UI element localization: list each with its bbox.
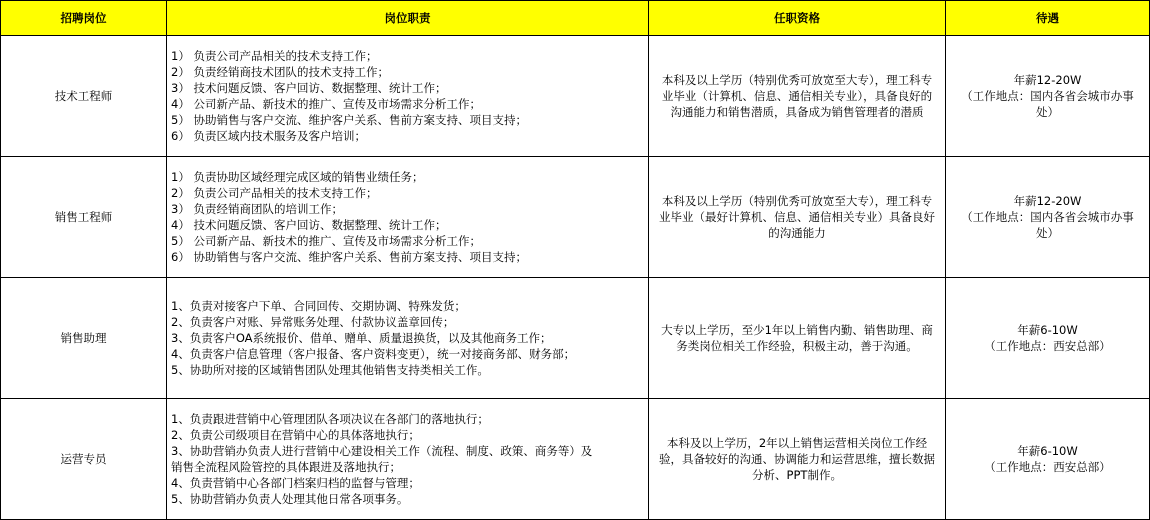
salary-cell — [946, 399, 1150, 520]
duty-line: 2） 负责经销商技术团队的技术支持工作； — [171, 65, 389, 79]
salary-value: 年薪6-10W — [1017, 444, 1078, 458]
header-salary: 待遇 — [946, 1, 1150, 36]
duty-line: 4） 技术问题反馈、客户回访、数据整理、统计工作； — [171, 218, 447, 232]
duty-line: 2、负责公司级项目在营销中心的具体落地执行； — [171, 428, 420, 442]
duty-line: 4） 公司新产品、新技术的推广、宣传及市场需求分析工作； — [171, 97, 481, 111]
position-cell: 销售助理 — [1, 278, 167, 399]
duty-line: 1、负责跟进营销中心管理团队各项决议在各部门的落地执行； — [171, 412, 489, 426]
salary-cell — [946, 278, 1150, 399]
duty-line: 2） 负责公司产品相关的技术支持工作； — [171, 186, 378, 200]
qualifications-cell: 本科及以上学历（特别优秀可放宽至大专），理工科专业毕业（最好计算机、信息、通信相关专业）具备良好的沟通能力 — [649, 157, 946, 278]
salary-value: 年薪6-10W — [1017, 323, 1078, 337]
qualifications-cell: 本科及以上学历，2年以上销售运营相关岗位工作经验，具备较好的沟通、协调能力和运营思维，擅长数据分析、PPT制作。 — [649, 399, 946, 520]
duty-line: 5） 协助销售与客户交流、维护客户关系、售前方案支持、项目支持； — [171, 113, 527, 127]
duties-cell — [167, 157, 649, 278]
duty-line: 1） 负责公司产品相关的技术支持工作； — [171, 49, 378, 63]
position-cell: 技术工程师 — [1, 36, 167, 157]
salary-cell — [946, 157, 1150, 278]
position-cell: 销售工程师 — [1, 157, 167, 278]
qualifications-cell: 本科及以上学历（特别优秀可放宽至大专），理工科专业毕业（计算机、信息、通信相关专业），具备良好的沟通能力和销售潜质，具备成为销售管理者的潜质 — [649, 36, 946, 157]
table-row — [1, 278, 1150, 399]
header-position: 招聘岗位 — [1, 1, 167, 36]
work-location: （工作地点：国内各省会城市办事处） — [961, 89, 1134, 119]
salary-value: 年薪12-20W — [1013, 73, 1082, 87]
duty-line: 3） 技术问题反馈、客户回访、数据整理、统计工作； — [171, 81, 447, 95]
position-cell: 运营专员 — [1, 399, 167, 520]
duty-line: 5、协助所对接的区域销售团队处理其他销售支持类相关工作。 — [171, 363, 489, 377]
work-location: （工作地点：西安总部） — [984, 460, 1111, 474]
salary-cell — [946, 36, 1150, 157]
header-row — [1, 1, 1150, 36]
table-row — [1, 399, 1150, 520]
duties-cell — [167, 278, 649, 399]
work-location: （工作地点：国内各省会城市办事处） — [961, 210, 1134, 240]
qualifications-cell: 大专以上学历，至少1年以上销售内勤、销售助理、商务类岗位相关工作经验，积极主动，善于沟通。 — [649, 278, 946, 399]
duties-cell — [167, 36, 649, 157]
duty-line: 4、负责客户信息管理（客户报备、客户资料变更），统一对接商务部、财务部； — [171, 347, 576, 361]
duty-line: 3、协助营销办负责人进行营销中心建设相关工作（流程、制度、政策、商务等）及 — [171, 444, 593, 458]
duty-line: 2、负责客户对账、异常账务处理、付款协议盖章回传； — [171, 315, 455, 329]
table-row — [1, 36, 1150, 157]
duty-line: 6） 负责区域内技术服务及客户培训； — [171, 129, 366, 143]
duty-line: 6） 协助销售与客户交流、维护客户关系、售前方案支持、项目支持； — [171, 250, 527, 264]
duty-line: 3） 负责经销商团队的培训工作； — [171, 202, 343, 216]
duties-cell — [167, 399, 649, 520]
duty-line: 4、负责营销中心各部门档案归档的监督与管理； — [171, 476, 420, 490]
duty-line: 1、负责对接客户下单、合同回传、交期协调、特殊发货； — [171, 299, 466, 313]
header-duties: 岗位职责 — [167, 1, 649, 36]
duty-line: 3、负责客户OA系统报价、借单、赠单、质量退换货，以及其他商务工作； — [171, 331, 552, 345]
table-row — [1, 157, 1150, 278]
salary-value: 年薪12-20W — [1013, 194, 1082, 208]
duty-line: 5） 公司新产品、新技术的推广、宣传及市场需求分析工作； — [171, 234, 481, 248]
duty-line: 销售全流程风险管控的具体跟进及落地执行； — [171, 460, 401, 474]
work-location: （工作地点：西安总部） — [984, 339, 1111, 353]
duty-line: 5、协助营销办负责人处理其他日常各项事务。 — [171, 492, 409, 506]
header-qualifications: 任职资格 — [649, 1, 946, 36]
duty-line: 1） 负责协助区域经理完成区域的销售业绩任务； — [171, 170, 424, 184]
